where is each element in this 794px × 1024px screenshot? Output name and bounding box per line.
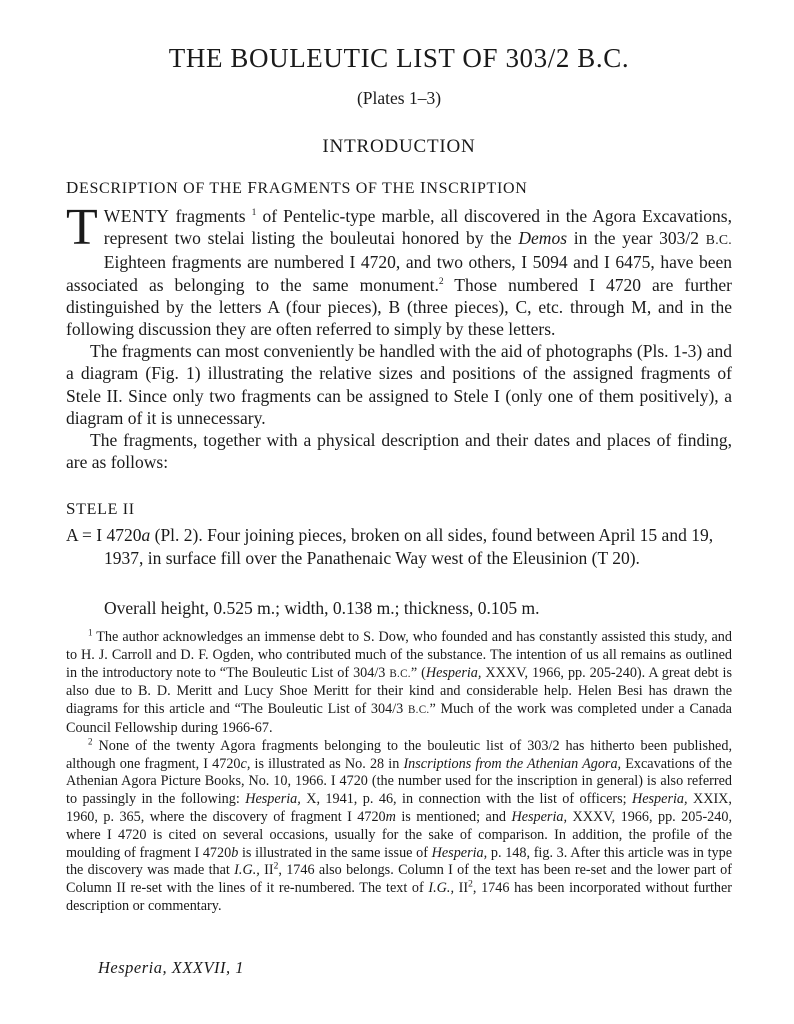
footnotes [66,629,732,916]
footnote-ref: 2 [438,276,444,287]
section-title: INTRODUCTION [322,136,476,157]
fragment-measurements: Overall height, 0.525 m.; width, 0.138 m.; thickness, 0.105 m. [104,598,540,618]
body-text [66,199,733,473]
fragment-entry: A = I 4720a (Pl. 2). Four joining pieces, broken on all sides, found between April 15 and 19, 1937, in surface fill over the Panathenaic Way west of the Eleusinion (T 20). [66,525,714,568]
footnote-ref: 1 [251,208,257,219]
footnote: $^2$ None of the twenty Agora fragments belonging to the bouleutic list of 303/2 has hitherto been published, although one fragment, I 4720c, is illustrated as No. 28 in Inscriptions from the Athenian Agora, Excavations of the Athenian Agora Picture Books, No. 10, 1966. I 4720 (the number used for the inscription in general) is also referred to passingly in the following: Hesperia, X, 1941, p. 46, in connection with the list of officers; Hesperia, XXIX, 1960, p. 365, where the discovery of fragment I 4720m is mentioned; and Hesperia, XXXV, 1966, pp. 205-240, where I 4720 is cited on several occasions, usually for the sake of comparison. In addition, the profile of the moulding of fragment I 4720b is illustrated in the same issue of Hesperia, p. 148, fig. 3. After this article was in type the discovery was made that I.G., $II^2$, 1746 also belongs. Column I of the text has been re-set and the lower part of Column II re-set with the lines of it re-numbered. The text of I.G., $II^2$, 1746 has been incorporated without further description or commentary. [66,736,733,914]
plates-reference: (Plates 1–3) [356,88,442,108]
paragraph: The fragments, together with a physical description and their dates and places of finding, are as follows: [66,430,732,473]
drop-cap: T [66,199,98,256]
paragraph: TWENTY fragments $^1$ of Pentelic-type marble, all discovered in the Agora Excavations, represent two stelai listing the bouleutai honored by the Demos in the year 303/2 B.C. Eighteen fragments are numbered I 4720, and two others, I 5094 and I 6475, have been associated as belonging to the same monument.$^2$ Those numbered I 4720 are further distinguished by the letters A (four pieces), B (three pieces), C, etc. through M, and in the following discussion they are often referred to simply by these letters. [66,199,733,340]
paragraph: The fragments can most conveniently be handled with the aid of photographs (Pls. 1-3) and a diagram (Fig. 1) illustrating the relative sizes and positions of the assigned fragments of Stele II. Since only two fragments can be assigned to Stele I (only one of them positively), a diagram of it is unnecessary. [66,341,732,428]
footnote: $^1$ The author acknowledges an immense debt to S. Dow, who founded and has constantly assisted this study, and to H. J. Carroll and D. F. Ogden, who contributed much of the substance. The intention of us all remains as outlined in the introductory note to “The Bouleutic List of 304/3 B.C.” (Hesperia, XXXV, 1966, pp. 205-240). A great debt is also due to B. D. Meritt and Lucy Shoe Meritt for their kind and considerable help. Helen Besi has drawn the diagrams for this article and “The Bouleutic List of 304/3 B.C.” Much of the work was completed under a Canada Council Fellowship during 1966-67. [66,627,732,736]
article-title: THE BOULEUTIC LIST OF 303/2 B.C. [168,43,630,73]
subsection-heading: DESCRIPTION OF THE FRAGMENTS OF THE INSCRIPTION [66,178,528,197]
stele-heading: STELE II [66,499,135,518]
journal-footer: Hesperia, XXXVII, 1 [98,958,245,977]
